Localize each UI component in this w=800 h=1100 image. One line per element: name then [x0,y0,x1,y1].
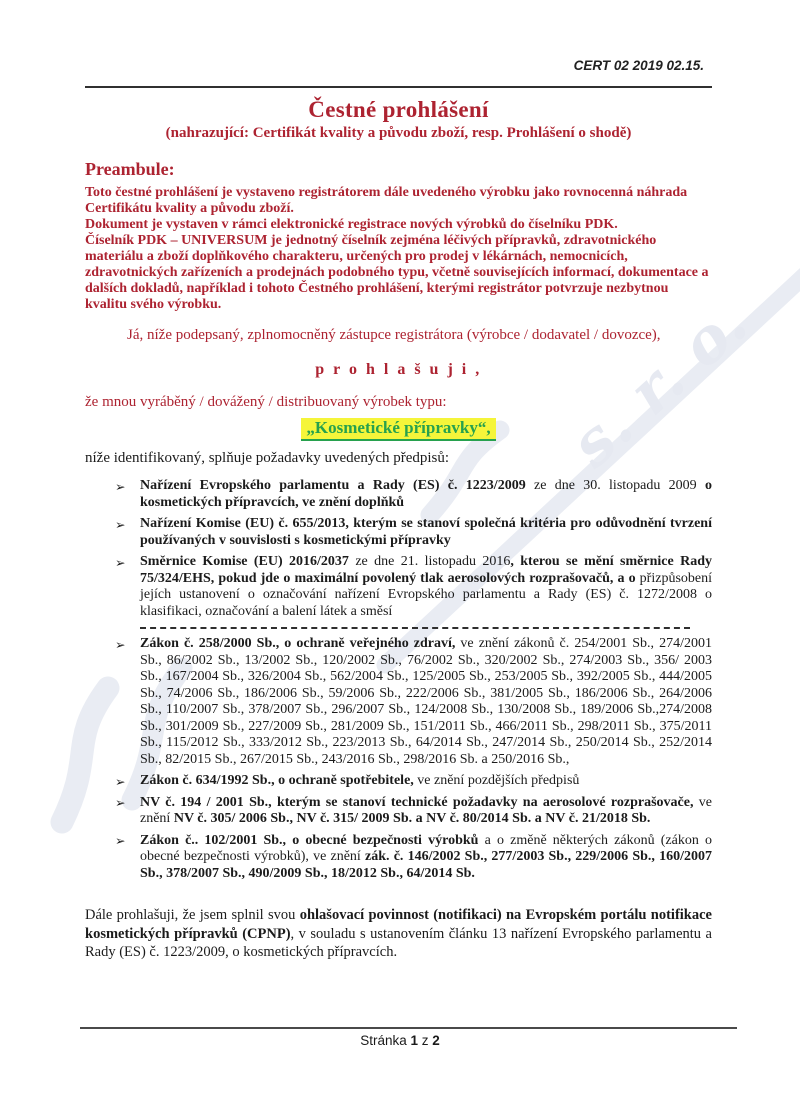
arrow-bullet-icon: ➢ [115,795,126,810]
regulation-item [115,554,712,620]
product-type-row [85,418,712,441]
header-rule [85,86,712,88]
regulation-item [115,516,712,549]
preamble-heading: Preambule: [85,159,175,179]
product-type-highlight: „Kosmetické přípravky“, [301,418,495,441]
arrow-bullet-icon: ➢ [115,773,126,789]
regulation-item [115,795,712,828]
regulation-text: NV č. 194 / 2001 Sb., kterým se stanoví technické požadavky na aerosolové rozprašovače, ve znění NV č. 305/ 2006 Sb., NV č. 315/ 2009 Sb. a NV č. 80/2014 Sb. a NV č. 21/2018 Sb. [140,794,712,826]
page-title: Čestné prohlášení [308,97,489,122]
arrow-bullet-icon: ➢ [115,636,126,652]
arrow-bullet-icon: ➢ [115,478,126,494]
page-footer [0,1027,800,1048]
page-subtitle: (nahrazující: Certifikát kvality a původu zboží, resp. Prohlášení o shodě) [165,125,632,141]
footer-rule [80,1027,737,1029]
preamble-paragraph-2: Dokument je vystaven v rámci elektronické registrace nových výrobků do číselníku PDK. [85,217,618,232]
arrow-bullet-icon: ➢ [115,516,126,532]
follows-line: níže identifikovaný, splňuje požadavky uvedených předpisů: [85,450,450,466]
arrow-bullet-icon: ➢ [115,554,126,570]
regulation-item [115,773,712,790]
arrow-bullet-icon: ➢ [115,833,126,848]
product-intro-line: že mnou vyráběný / dovážený / distribuovaný výrobek typu: [85,394,447,410]
regulation-text: Nařízení Komise (EU) č. 655/2013, kterým se stanoví společná kritéria pro odůvodnění tvrzení používaných v souvislosti s kosmetickými přípravky [140,516,712,548]
doc-ref: CERT 02 2019 02.15. [573,58,704,73]
regulations-list [85,478,712,882]
closing-paragraph: Dále prohlašuji, že jsem splnil svou ohlašovací povinnost (notifikaci) na Evropském portálu notifikace kosmetických přípravků (CPNP), v souladu s ustanovením článku 13 nařízení Evropského parlamentu a Rady (ES) č. 1223/2009, o kosmetických přípravcích. [85,907,712,960]
regulation-item [115,636,712,768]
preamble-paragraph-1: Toto čestné prohlášení je vystaveno registrátorem dále uvedeného výrobku jako rovnocenná náhrada Certifikátu kvality a původu zboží. [85,185,688,216]
preamble-section [85,159,712,313]
dashed-divider [140,627,690,629]
regulation-text: Nařízení Evropského parlamentu a Rady (ES) č. 1223/2009 ze dne 30. listopadu 2009 o kosmetických přípravcích, ve znění doplňků [140,478,712,510]
regulation-text: Zákon č. 634/1992 Sb., o ochraně spotřebitele, ve znění pozdějších předpisů [140,773,580,788]
regulation-item [115,478,712,511]
preamble-paragraph-3: Číselník PDK – UNIVERSUM je jednotný číselník zejména léčivých přípravků, zdravotnického materiálu a zboží doplňkového charakteru, určených pro prodej v lékárnách, nemocnicích, zdravotnických zařízeních a prodejnách podobného typu, včetně souvisejících informací, dokumentace a dalších dokladů, například i tohoto Čestného prohlášení, kterými registrátor potvrzuje nezbytnou kvalitu svého výrobku. [85,233,709,312]
regulation-text: Směrnice Komise (EU) 2016/2037 ze dne 21. listopadu 2016, kterou se mění směrnice Rady 75/324/EHS, pokud jde o maximální povolený tlak aerosolových rozprašovačů, a o přizpůsobení jejích ustanovení o označování nařízení Evropského parlamentu a Rady (ES) č. 1272/2008 o klasifikaci, označování a balení látek a směsí [140,554,712,619]
watermark-text: s. r. o. [556,286,762,482]
regulation-text: Zákon č.. 102/2001 Sb., o obecné bezpečnosti výrobků a o změně některých zákonů (zákon o obecné bezpečnosti výrobků), ve znění zák. č. 146/2002 Sb., 277/2003 Sb., 229/2006 Sb., 160/2007 Sb., 378/2007 Sb., 490/2009 Sb., 18/2012 Sb., 64/2014 Sb. [140,832,712,881]
regulation-item [115,833,712,883]
declaration-verb: p r o h l a š u j i , [315,361,482,378]
regulation-text: Zákon č. 258/2000 Sb., o ochraně veřejného zdraví, ve znění zákonů č. 254/2001 Sb., 274/2001 Sb., 86/2002 Sb., 13/2002 Sb., 120/2002 Sb., 76/2002 Sb., 320/2002 Sb., 274/2003 Sb., 356/ 2003 Sb., 167/2004 Sb., 326/2004 Sb., 562/2004 Sb., 125/2005 Sb., 253/2005 Sb., 392/2005 Sb., 444/2005 Sb., 74/2006 Sb., 186/2006 Sb., 59/2006 Sb., 222/2006 Sb., 381/2005 Sb., 186/2006 Sb., 264/2006 Sb., 110/2007 Sb., 378/2007 Sb., 296/2007 Sb., 124/2008 Sb., 130/2008 Sb., 189/2006 Sb.,274/2008 Sb., 301/2009 Sb., 227/2009 Sb., 281/2009 Sb., 151/2011 Sb., 466/2011 Sb., 298/2011 Sb., 375/2011 Sb., 115/2012 Sb., 333/2012 Sb., 223/2013 Sb., 64/2014 Sb., 247/2014 Sb., 250/2014 Sb., 252/2014 Sb., 82/2015 Sb., 267/2015 Sb., 243/2016 Sb., 298/2016 Sb. a 250/2016 Sb., [140,636,712,767]
declarant-line: Já, níže podepsaný, zplnomocněný zástupce registrátora (výrobce / dodavatel / dovozce), [127,327,661,343]
page-number: Stránka 1 z 2 [360,1033,440,1048]
